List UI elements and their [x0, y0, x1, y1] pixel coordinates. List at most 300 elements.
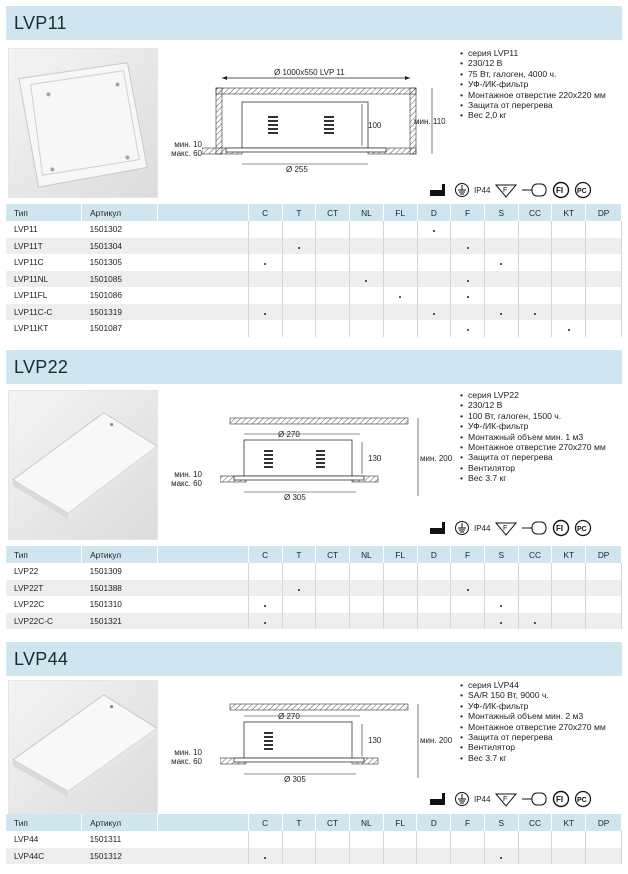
option-cell-s: [484, 848, 518, 865]
option-cell-f: [451, 596, 485, 613]
spec-item: • Монтажное отверстие 270х270 мм: [460, 442, 606, 452]
available-dot: [534, 622, 536, 624]
option-cell-fl: [383, 304, 417, 321]
option-cell-cc: [518, 831, 552, 848]
table-row: [6, 596, 622, 613]
product-photo: [8, 48, 158, 198]
dim-min-text: мин. 200: [420, 454, 453, 463]
column-header: S: [484, 814, 518, 831]
section-title-text: LVP11: [14, 12, 67, 33]
option-cell-t: [282, 221, 316, 238]
table-header-row: [6, 546, 622, 563]
svg-text:F: F: [503, 525, 508, 532]
f-mark-icon: [494, 182, 518, 198]
available-dot: [264, 605, 266, 607]
option-cell-t: [282, 613, 316, 630]
available-dot: [298, 247, 300, 249]
option-cell-s: [484, 254, 518, 271]
dim-min-text: мин. 110: [414, 117, 446, 126]
table-row: [6, 271, 622, 288]
option-cell-d: [417, 580, 451, 597]
option-cell-ct: [316, 221, 350, 238]
option-cell-cc: [518, 848, 552, 865]
min-label: мин. 10: [174, 140, 202, 149]
available-dot: [534, 313, 536, 315]
spec-item: • Монтажное отверстие 270х270 мм: [460, 722, 606, 732]
option-cell-s: [484, 221, 518, 238]
table-row: [6, 848, 622, 865]
mount-depth-label: [156, 140, 202, 158]
article-cell: 1501309: [89, 566, 122, 577]
column-header: DP: [586, 814, 622, 831]
type-cell: LVP22C-C: [6, 613, 82, 630]
column-header: Тип: [6, 814, 82, 831]
table-row: [6, 287, 622, 304]
column-header: T: [282, 204, 316, 221]
option-cell-c: [248, 271, 282, 288]
column-header: CC: [518, 204, 552, 221]
available-dot: [264, 313, 266, 315]
option-cell-dp: [586, 271, 622, 288]
available-dot: [500, 263, 502, 265]
option-cell-s: [484, 304, 518, 321]
option-cell-cc: [518, 304, 552, 321]
option-cell-ct: [316, 304, 350, 321]
column-header: NL: [350, 204, 384, 221]
spec-list: [460, 390, 606, 484]
type-cell: LVP11C-C: [6, 304, 82, 321]
option-cell-cc: [518, 596, 552, 613]
available-dot: [467, 247, 469, 249]
option-cell-s: [484, 596, 518, 613]
svg-text:PC: PC: [577, 188, 588, 195]
option-cell-d: [417, 238, 451, 255]
option-cell-dp: [586, 221, 622, 238]
section-lvp11: [6, 6, 622, 336]
column-header: CC: [518, 546, 552, 563]
lamp-photo-icon: [9, 681, 157, 813]
dim-top-text: Ø 270: [278, 712, 300, 721]
type-cell: LVP11T: [6, 238, 82, 255]
available-dot: [264, 622, 266, 624]
spacer-cell: [157, 221, 248, 238]
option-cell-f: [451, 238, 485, 255]
spacer-cell: [157, 613, 248, 630]
max-label: макс. 60: [171, 149, 202, 158]
option-cell-d: [417, 221, 451, 238]
spec-item: • Защита от перегрева: [460, 100, 606, 110]
option-cell-f: [451, 848, 485, 865]
option-cell-s: [484, 271, 518, 288]
spec-item: • SA/R 150 Вт, 9000 ч.: [460, 690, 606, 700]
option-cell-nl: [349, 580, 383, 597]
option-cell-kt: [552, 563, 586, 580]
option-cell-nl: [350, 221, 384, 238]
option-cell-ct: [316, 238, 350, 255]
option-cell-dp: [586, 848, 622, 865]
column-header: FL: [383, 814, 417, 831]
lamp-photo-icon: [9, 391, 157, 539]
type-cell: LVP44C: [6, 848, 82, 865]
type-cell: LVP11KT: [14, 323, 49, 334]
option-cell-kt: [552, 580, 586, 597]
column-header: CT: [316, 204, 350, 221]
type-cell: LVP11C: [14, 257, 44, 268]
option-cell-kt: [552, 238, 586, 255]
column-header: FL: [383, 546, 417, 563]
dim-height-text: 100: [368, 121, 382, 130]
column-header: F: [451, 204, 485, 221]
column-header: KT: [552, 814, 586, 831]
option-cell-kt: [552, 596, 586, 613]
lamp-shape-icon: [522, 520, 548, 536]
dimension-diagram: [220, 702, 460, 796]
option-cell-cc: [518, 580, 552, 597]
available-dot: [500, 622, 502, 624]
column-header: S: [484, 546, 518, 563]
certification-icons: [428, 516, 594, 540]
option-cell-kt: [552, 254, 586, 271]
mounting-icon: [428, 520, 450, 536]
spec-item: • Защита от перегрева: [460, 452, 606, 462]
article-cell: 1501087: [89, 323, 122, 334]
svg-text:F: F: [503, 187, 508, 194]
spec-item: • Вентилятор: [460, 742, 606, 752]
option-cell-ct: [316, 320, 350, 337]
article-cell: 1501321: [82, 613, 158, 630]
option-cell-t: [282, 831, 316, 848]
lamp-shape-icon: [522, 791, 548, 807]
available-dot: [433, 313, 435, 315]
column-header: CT: [316, 546, 350, 563]
spec-item: • Вес 3.7 кг: [460, 753, 606, 763]
option-cell-nl: [350, 287, 384, 304]
available-dot: [264, 857, 266, 859]
section-title: [6, 642, 622, 676]
product-table: [6, 204, 622, 337]
option-cell-c: [248, 320, 282, 337]
option-cell-c: [248, 613, 282, 630]
mount-depth-label: [156, 470, 202, 488]
spec-item: • Монтажный объем мин. 1 м3: [460, 432, 606, 442]
option-cell-dp: [586, 304, 622, 321]
dim-bottom-text: Ø 305: [284, 775, 306, 784]
available-dot: [365, 280, 367, 282]
option-cell-t: [282, 320, 316, 337]
option-cell-kt: [552, 287, 586, 304]
table-row: [6, 563, 622, 580]
dim-height-text: 130: [368, 736, 382, 745]
pct-mark-icon: [574, 181, 594, 199]
option-cell-ct: [316, 848, 350, 865]
option-cell-cc: [518, 221, 552, 238]
product-table: [6, 814, 622, 864]
table-row: [6, 221, 622, 238]
lamp-shape-icon: [522, 182, 548, 198]
article-cell: 1501305: [89, 257, 122, 268]
svg-text:F: F: [503, 796, 508, 803]
column-header: CC: [518, 814, 552, 831]
option-cell-f: [451, 563, 485, 580]
pct-mark-icon: [574, 790, 594, 808]
option-cell-nl: [349, 848, 383, 865]
option-cell-t: [282, 580, 316, 597]
option-cell-t: [282, 254, 316, 271]
option-cell-kt: [552, 221, 586, 238]
article-cell: 1501311: [89, 834, 122, 845]
available-dot: [568, 329, 570, 331]
option-cell-nl: [349, 831, 383, 848]
option-cell-d: [417, 254, 451, 271]
section-title: [6, 350, 622, 384]
option-cell-f: [451, 271, 485, 288]
table-row: [6, 304, 622, 321]
spacer-cell: [157, 320, 248, 337]
article-cell: 1501388: [82, 580, 158, 597]
option-cell-d: [417, 563, 451, 580]
column-header: C: [248, 204, 282, 221]
ground-icon: [454, 791, 470, 807]
column-header: F: [451, 814, 485, 831]
option-cell-c: [248, 221, 282, 238]
svg-text:PC: PC: [577, 797, 588, 804]
column-spacer: [157, 204, 248, 221]
option-cell-kt: [552, 848, 586, 865]
column-spacer: [157, 546, 248, 563]
spec-item: • УФ-/ИК-фильтр: [460, 701, 606, 711]
column-header: Артикул: [82, 546, 158, 563]
option-cell-s: [484, 613, 518, 630]
option-cell-dp: [586, 238, 622, 255]
pct-mark-icon: [574, 519, 594, 537]
type-cell: LVP11: [14, 224, 38, 235]
option-cell-dp: [586, 254, 622, 271]
column-header: FL: [383, 204, 417, 221]
option-cell-f: [451, 221, 485, 238]
ip-rating: IP44: [474, 794, 491, 804]
available-dot: [467, 280, 469, 282]
section-lvp22: [6, 350, 622, 640]
column-header: DP: [586, 546, 622, 563]
column-header: Артикул: [82, 204, 158, 221]
available-dot: [500, 313, 502, 315]
option-cell-cc: [518, 320, 552, 337]
product-photo: [8, 390, 158, 540]
available-dot: [298, 589, 300, 591]
type-cell: LVP22: [14, 566, 39, 577]
column-header: D: [417, 546, 451, 563]
option-cell-ct: [316, 831, 350, 848]
option-cell-nl: [350, 304, 384, 321]
spec-item: • 100 Вт, галоген, 1500 ч.: [460, 411, 606, 421]
option-cell-fl: [383, 596, 417, 613]
spec-item: • Монтажное отверстие 220х220 мм: [460, 90, 606, 100]
available-dot: [467, 589, 469, 591]
available-dot: [467, 329, 469, 331]
option-cell-cc: [518, 613, 552, 630]
option-cell-c: [248, 848, 282, 865]
option-cell-d: [417, 848, 451, 865]
option-cell-fl: [383, 271, 417, 288]
table-header-row: [6, 814, 622, 831]
available-dot: [467, 296, 469, 298]
article-cell: 1501086: [89, 290, 122, 301]
option-cell-fl: [383, 221, 417, 238]
option-cell-ct: [316, 254, 350, 271]
option-cell-ct: [316, 596, 350, 613]
column-header: S: [484, 204, 518, 221]
option-cell-t: [282, 848, 316, 865]
spacer-cell: [157, 287, 248, 304]
spacer-cell: [157, 238, 248, 255]
option-cell-d: [417, 613, 451, 630]
option-cell-fl: [383, 287, 417, 304]
option-cell-dp: [586, 563, 622, 580]
column-header: NL: [349, 546, 383, 563]
section-title-text: LVP22: [14, 356, 69, 377]
spacer-cell: [157, 580, 248, 597]
option-cell-f: [451, 304, 485, 321]
option-cell-cc: [518, 271, 552, 288]
column-header: Тип: [6, 204, 82, 221]
mounting-icon: [428, 182, 450, 198]
dim-bottom-text: Ø 255: [286, 165, 308, 174]
type-cell: LVP44: [14, 834, 39, 845]
certification-icons: [428, 178, 594, 202]
ip-rating: IP44: [474, 185, 491, 195]
option-cell-cc: [518, 563, 552, 580]
table-row: [6, 238, 622, 255]
option-cell-dp: [586, 831, 622, 848]
table-row: [6, 580, 622, 597]
option-cell-d: [417, 596, 451, 613]
option-cell-fl: [383, 254, 417, 271]
section-title-text: LVP44: [14, 648, 69, 669]
option-cell-dp: [586, 320, 622, 337]
available-dot: [433, 230, 435, 232]
available-dot: [500, 857, 502, 859]
column-header: Артикул: [82, 814, 158, 831]
option-cell-d: [417, 320, 451, 337]
type-cell: LVP11NL: [6, 271, 82, 288]
available-dot: [399, 296, 401, 298]
option-cell-t: [282, 238, 316, 255]
max-label: макс. 60: [171, 757, 202, 766]
article-cell: 1501304: [82, 238, 158, 255]
fi-mark-icon: [552, 181, 570, 199]
type-cell: LVP22T: [6, 580, 82, 597]
article-cell: 1501302: [89, 224, 122, 235]
table-row: [6, 320, 622, 337]
fi-mark-icon: [552, 790, 570, 808]
spec-list: [460, 680, 606, 763]
dim-top-text: Ø 270: [278, 430, 300, 439]
option-cell-ct: [316, 613, 350, 630]
option-cell-dp: [586, 287, 622, 304]
spec-item: • УФ-/ИК-фильтр: [460, 421, 606, 431]
option-cell-kt: [552, 831, 586, 848]
option-cell-s: [484, 287, 518, 304]
option-cell-kt: [552, 271, 586, 288]
column-spacer: [157, 814, 248, 831]
spacer-cell: [157, 271, 248, 288]
option-cell-nl: [349, 596, 383, 613]
option-cell-ct: [316, 580, 350, 597]
spec-item: • 75 Вт, галоген, 4000 ч.: [460, 69, 606, 79]
option-cell-fl: [383, 320, 417, 337]
column-header: T: [282, 814, 316, 831]
option-cell-f: [451, 254, 485, 271]
option-cell-s: [484, 831, 518, 848]
table-row: [6, 254, 622, 271]
spec-item: • Монтажный объем мин. 2 м3: [460, 711, 606, 721]
option-cell-fl: [383, 238, 417, 255]
spec-item: • серия LVP22: [460, 390, 606, 400]
spec-item: • 230/12 В: [460, 400, 606, 410]
dim-min-text: мин. 200: [420, 736, 453, 745]
option-cell-t: [282, 596, 316, 613]
table-header-row: [6, 204, 622, 221]
option-cell-ct: [316, 287, 350, 304]
spec-item: • серия LVP44: [460, 680, 606, 690]
column-header: KT: [552, 204, 586, 221]
ground-icon: [454, 520, 470, 536]
f-mark-icon: [494, 520, 518, 536]
option-cell-c: [248, 254, 282, 271]
mount-depth-label: [156, 748, 202, 766]
option-cell-c: [248, 563, 282, 580]
article-cell: 1501085: [82, 271, 158, 288]
spec-item: • Вес 2,0 кг: [460, 110, 606, 120]
option-cell-c: [248, 287, 282, 304]
option-cell-nl: [350, 320, 384, 337]
product-table: [6, 546, 622, 629]
product-photo: [8, 680, 158, 814]
column-header: C: [248, 814, 282, 831]
article-cell: 1501310: [89, 599, 122, 610]
table-row: [6, 831, 622, 848]
column-header: D: [417, 814, 451, 831]
option-cell-f: [451, 831, 485, 848]
available-dot: [500, 605, 502, 607]
option-cell-ct: [316, 271, 350, 288]
svg-text:FI: FI: [556, 524, 564, 533]
lamp-photo-icon: [9, 49, 157, 197]
column-header: D: [417, 204, 451, 221]
spacer-cell: [157, 563, 248, 580]
section-title: [6, 6, 622, 40]
option-cell-d: [417, 287, 451, 304]
ip-rating: IP44: [474, 523, 491, 533]
option-cell-fl: [383, 831, 417, 848]
option-cell-f: [451, 580, 485, 597]
option-cell-t: [282, 287, 316, 304]
option-cell-dp: [586, 580, 622, 597]
type-cell: LVP22C: [14, 599, 45, 610]
spec-item: • серия LVP11: [460, 48, 606, 58]
section-lvp44: [6, 642, 622, 870]
option-cell-c: [248, 831, 282, 848]
column-header: T: [282, 546, 316, 563]
column-header: DP: [586, 204, 622, 221]
option-cell-cc: [518, 287, 552, 304]
fi-mark-icon: [552, 519, 570, 537]
option-cell-nl: [350, 238, 384, 255]
spacer-cell: [157, 596, 248, 613]
option-cell-c: [248, 580, 282, 597]
svg-text:PC: PC: [577, 526, 588, 533]
option-cell-s: [484, 580, 518, 597]
